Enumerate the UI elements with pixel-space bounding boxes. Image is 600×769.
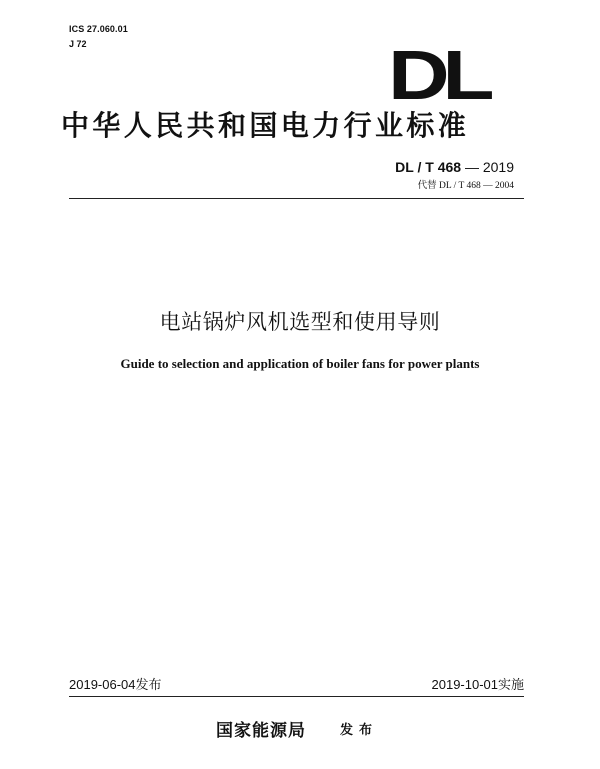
- bottom-divider: [69, 696, 524, 697]
- implementation-date: 2019-10-01实施: [431, 677, 524, 692]
- top-divider: [69, 198, 524, 199]
- ics-code: ICS 27.060.01: [69, 24, 128, 34]
- issue-date: 2019-06-04发布: [69, 677, 162, 692]
- standard-number: [395, 159, 514, 175]
- ccs-code: J 72: [69, 39, 87, 49]
- replaces-standard: 代替 DL / T 468 — 2004: [417, 181, 514, 191]
- document-title-chinese: 电站锅炉风机选型和使用导则: [159, 310, 441, 334]
- publisher-name: 国家能源局: [216, 721, 306, 741]
- document-title-english: Guide to selection and application of boiler fans for power plants: [120, 356, 480, 371]
- publish-label: 发布: [340, 723, 379, 738]
- dl-logo: DL: [388, 36, 488, 114]
- standard-code: DL / T 468: [395, 159, 462, 175]
- standard-category-title: 中华人民共和国电力行业标准: [61, 109, 470, 142]
- standard-year: — 2019: [461, 159, 514, 175]
